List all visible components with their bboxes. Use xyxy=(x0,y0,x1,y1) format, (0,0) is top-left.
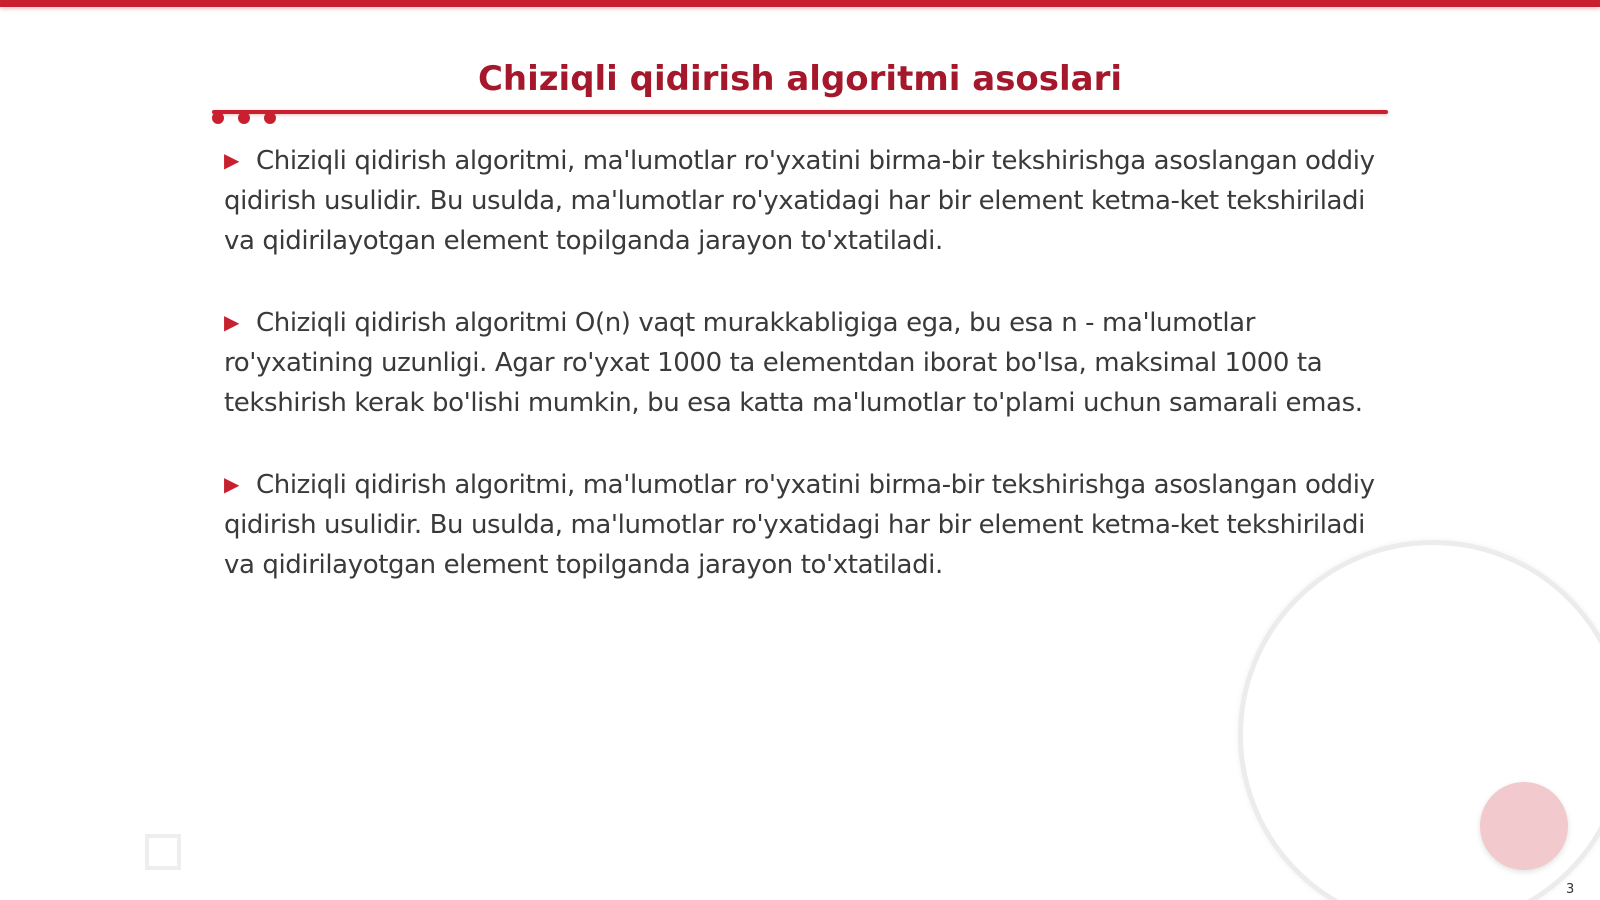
decorative-dot xyxy=(212,112,224,124)
decorative-square xyxy=(145,834,181,870)
triangle-bullet-icon: ▶ xyxy=(224,148,239,172)
bullet-text: Chiziqli qidirish algoritmi, ma'lumotlar ro'yxatini birma-bir tekshirishga asoslangan oddiy qidirish usulidir. Bu usulda, ma'lumotlar ro'yxatidagi har bir element ketma-ket tekshiriladi va qidirilayotgan element topilganda jarayon to'xtatiladi. xyxy=(224,146,1375,256)
bullet-text: Chiziqli qidirish algoritmi, ma'lumotlar ro'yxatini birma-bir tekshirishga asoslangan oddiy qidirish usulidir. Bu usulda, ma'lumotlar ro'yxatidagi har bir element ketma-ket tekshiriladi va qidirilayotgan element topilganda jarayon to'xtatiladi. xyxy=(224,470,1375,580)
triangle-bullet-icon: ▶ xyxy=(224,310,239,334)
decorative-dot xyxy=(264,112,276,124)
bullet-text: Chiziqli qidirish algoritmi O(n) vaqt murakkabligiga ega, bu esa n - ma'lumotlar ro'yxatining uzunligi. Agar ro'yxat 1000 ta elementdan iborat bo'lsa, maksimal 1000 ta tekshirish kerak bo'lishi mumkin, bu esa katta ma'lumotlar to'plami uchun samarali emas. xyxy=(224,308,1363,418)
title-underline xyxy=(212,110,1388,114)
bullet-item xyxy=(224,140,1394,261)
bullet-list xyxy=(224,140,1394,626)
decorative-pink-circle xyxy=(1480,782,1568,870)
top-accent-bar xyxy=(0,0,1600,7)
page-number: 3 xyxy=(1566,882,1575,897)
triangle-bullet-icon: ▶ xyxy=(224,472,239,496)
bullet-item xyxy=(224,302,1394,423)
bullet-item xyxy=(224,464,1394,585)
slide-title: Chiziqli qidirish algoritmi asoslari xyxy=(477,59,1123,99)
decorative-dot xyxy=(238,112,250,124)
